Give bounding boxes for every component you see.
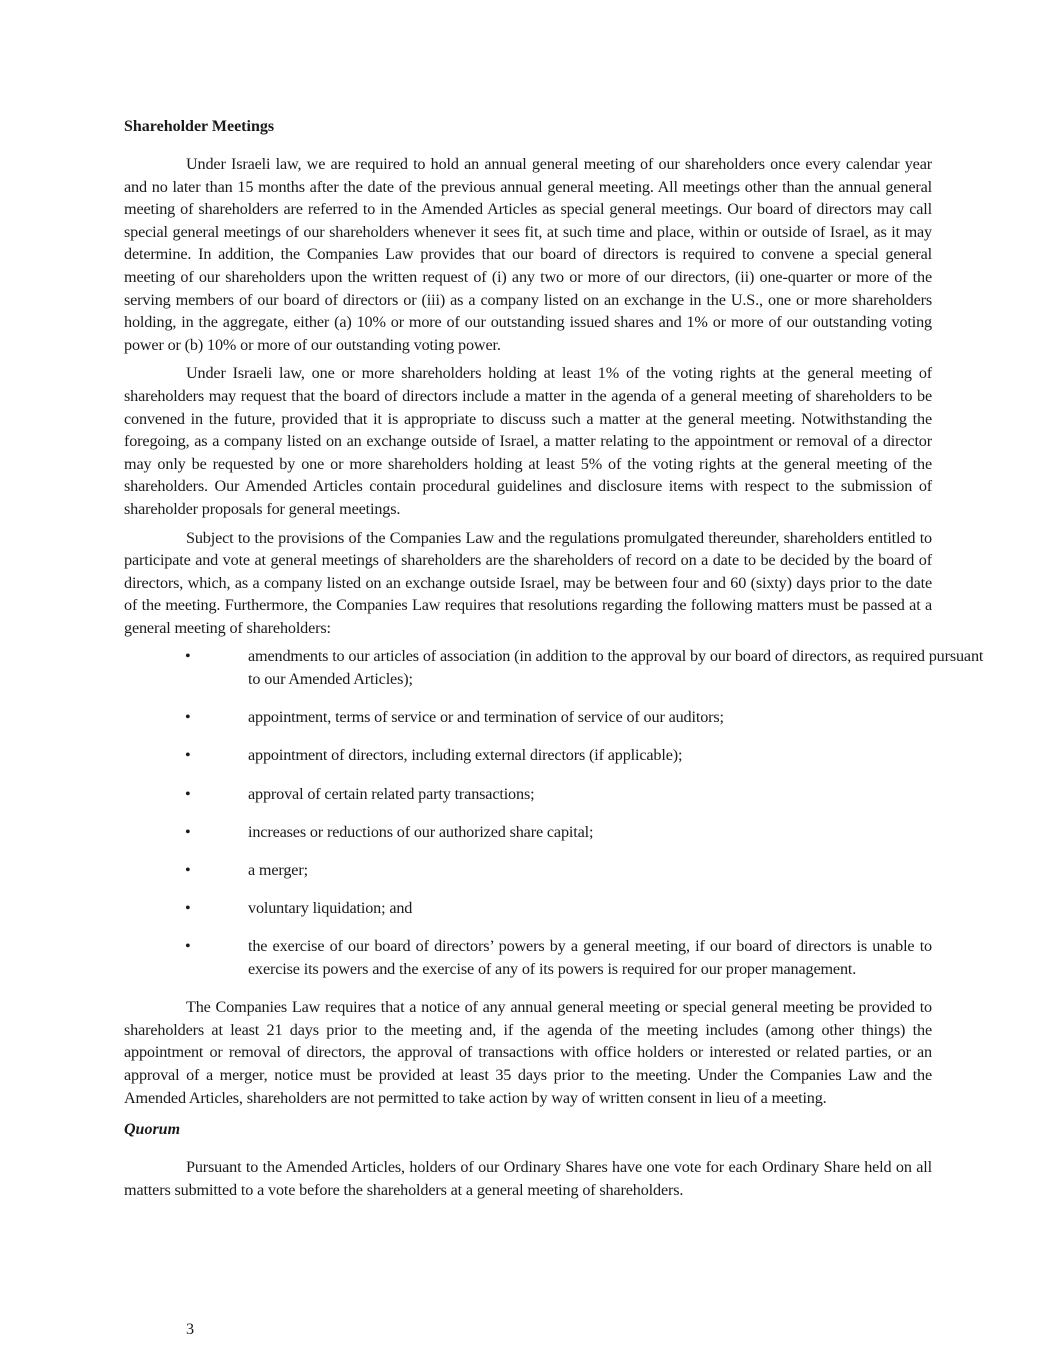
list-item-text: a merger;: [248, 861, 308, 879]
list-item-text: increases or reductions of our authorized share capital;: [248, 822, 594, 841]
list-item-text: approval of certain related party transactions;: [248, 784, 535, 803]
bullet-icon: •: [185, 746, 191, 765]
bullet-icon: •: [185, 822, 191, 841]
bullet-icon: •: [185, 937, 191, 956]
list-item: [124, 935, 932, 980]
list-item: [124, 645, 999, 690]
bullet-icon: •: [185, 899, 191, 918]
general-meeting-matters-list: [124, 645, 984, 980]
page-number: 3: [186, 1320, 195, 1338]
list-item: [124, 744, 932, 767]
paragraph-record-date: Subject to the provisions of the Companies Law and the regulations promulgated thereunder, shareholders entitled to participate and vote at general meetings of shareholders are the shareholders of record on a date to be decided by the board of directors, which, as a company listed on an exchange outside Israel, may be between four and 60 (sixty) days prior to the date of the meeting. Furthermore, the Companies Law requires that resolutions regarding the following matters must be passed at a general meeting of shareholders:: [124, 528, 932, 637]
list-item: [124, 821, 932, 844]
list-item: [124, 706, 932, 729]
document-page: [124, 116, 984, 1207]
paragraph-notice-requirements: The Companies Law requires that a notice of any annual general meeting or special general meeting be provided to shareholders at least 21 days prior to the meeting and, if the agenda of the meeting includes (among other things) the appointment or removal of directors, the approval of transactions with office holders or interested or related parties, or an approval of a merger, notice must be provided at least 35 days prior to the meeting. Under the Companies Law and the Amended Articles, shareholders are not permitted to take action by way of written consent in lieu of a meeting.: [124, 998, 932, 1107]
bullet-icon: •: [185, 784, 191, 803]
paragraph-annual-meeting: Under Israeli law, we are required to hold an annual general meeting of our shareholders once every calendar year and no later than 15 months after the date of the previous annual general meeting. All meetings other than the annual general meeting of shareholders are referred to in the Amended Articles as special general meetings. Our board of directors may call special general meetings of our shareholders whenever it sees fit, at such time and place, within or outside of Israel, as it may determine. In addition, the Companies Law provides that our board of directors is required to convene a special general meeting of our shareholders upon the written request of (i) any two or more of our directors, (ii) one-quarter or more of the serving members of our board of directors or (iii) as a company listed on an exchange in the U.S., one or more shareholders holding, in the aggregate, either (a) 10% or more of our outstanding issued shares and 1% or more of our outstanding voting power or (b) 10% or more of our outstanding voting power.: [124, 155, 932, 354]
bullet-icon: •: [185, 647, 191, 666]
list-item: [124, 783, 932, 806]
list-item: [124, 897, 932, 920]
list-item-text: appointment of directors, including external directors (if applicable);: [248, 746, 683, 765]
list-item-text: amendments to our articles of association (in addition to the approval by our board of directors, as required pursuant to our Amended Articles);: [248, 647, 984, 689]
paragraph-quorum: Pursuant to the Amended Articles, holders of our Ordinary Shares have one vote for each Ordinary Share held on all matters submitted to a vote before the shareholders at a general meeting of shareholders.: [124, 1158, 932, 1199]
subsection-heading-quorum: Quorum: [124, 1121, 181, 1139]
paragraph-shareholder-proposals: Under Israeli law, one or more shareholders holding at least 1% of the voting rights at the general meeting of shareholders may request that the board of directors include a matter in the agenda of a general meeting of shareholders to be convened in the future, provided that it is appropriate to discuss such a matter at the general meeting. Notwithstanding the foregoing, as a company listed on an exchange outside of Israel, a matter relating to the appointment or removal of a director may only be requested by one or more shareholders holding at least 5% of the voting rights at the general meeting of the shareholders. Our Amended Articles contain procedural guidelines and disclosure items with respect to the submission of shareholder proposals for general meetings.: [124, 364, 932, 518]
list-item: [124, 859, 932, 882]
list-item-text: voluntary liquidation; and: [248, 899, 413, 918]
bullet-icon: •: [185, 861, 191, 879]
list-item-text: appointment, terms of service or and termination of service of our auditors;: [248, 708, 724, 727]
bullet-icon: •: [185, 708, 191, 727]
section-heading: Shareholder Meetings: [124, 118, 275, 135]
list-item-text: the exercise of our board of directors’ powers by a general meeting, if our board of directors is unable to exercise its powers and the exercise of any of its powers is required for our proper management.: [248, 937, 932, 978]
